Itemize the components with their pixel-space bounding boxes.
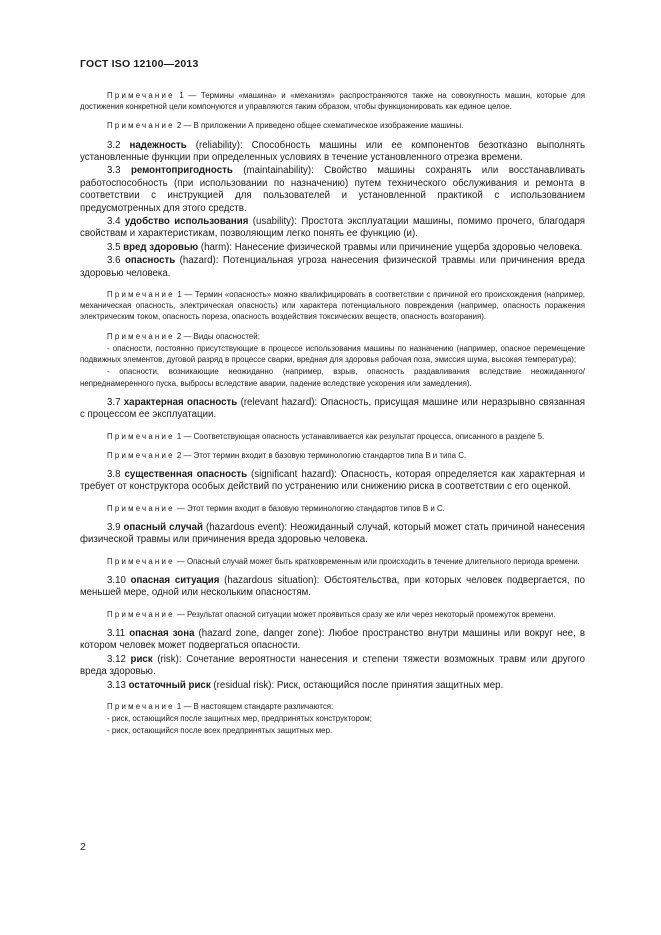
term-text: (harm): Нанесение физической травмы или причинение ущерба здоровью человека. <box>198 241 583 253</box>
page-header-title: ГОСТ ISO 12100—2013 <box>80 58 199 70</box>
note-number: 2 — <box>176 450 192 460</box>
note-paragraph <box>80 450 585 461</box>
term-number: 3.9 <box>107 521 121 533</box>
term-number: 3.4 <box>107 216 121 228</box>
note-label: Примечание <box>107 431 175 441</box>
term-name: остаточный риск <box>128 679 211 691</box>
term-text: (reliability): Способность машины или ее компонентов безотказно выполнять установленные функции при определенных условиях в течение установленного отрезка времени. <box>80 139 585 164</box>
term-definition <box>80 140 585 165</box>
term-number: 3.7 <box>107 396 121 408</box>
note-paragraph <box>80 503 585 514</box>
note-list-item: - риск, остающийся после защитных мер, предпринятых конструктором; <box>107 714 372 724</box>
note-label: Примечание <box>107 121 175 131</box>
term-definition <box>80 216 585 241</box>
note-paragraph <box>80 431 585 442</box>
note-text: Результат опасной ситуации может проявиться сразу же или через некоторый промежуток времени. <box>184 609 556 619</box>
term-number: 3.11 <box>107 627 126 639</box>
note-label: Примечание <box>107 290 175 300</box>
note-text: Термины «машина» и «механизм» распространяются также на совокупность машин, которые для достижения конкретной цели компонуются и управляются таким образом, чтобы функционировать как единое целое. <box>80 91 585 112</box>
note-list-item: - опасности, постоянно присутствующие в процессе использования машины по назначению (например, опасное перемещение подвижных элементов, дуговой разряд в процессе сварки, вредная для здоровья рабочая поза, эмиссия шума, высокая температура); <box>80 343 585 365</box>
note-label: Примечание <box>107 450 175 460</box>
note-label: Примечание <box>107 702 175 711</box>
term-text: (significant hazard): Опасность, которая определяется как характерная и требует от конструктора особых действий по устранению или снижению риска в соответствии с его оценкой. <box>80 468 585 493</box>
note-number: 1 — <box>176 431 192 441</box>
note-paragraph <box>80 331 585 342</box>
term-definition <box>80 242 585 254</box>
term-definition <box>80 255 585 280</box>
note-label: Примечание <box>107 609 175 619</box>
note-paragraph <box>80 609 585 620</box>
term-name: опасность <box>124 255 176 267</box>
note-paragraph <box>80 120 585 131</box>
term-name: надежность <box>129 139 187 151</box>
term-text: (residual risk): Риск, остающийся после принятия защитных мер. <box>210 679 504 691</box>
note-text: Соответствующая опасность устанавливается как результат процесса, описанного в разделе 5. <box>191 431 545 441</box>
term-name: существенная опасность <box>124 468 248 480</box>
note-label: Примечание <box>107 331 175 341</box>
note-number: — <box>176 503 185 513</box>
term-number: 3.5 <box>107 241 121 253</box>
note-paragraph <box>80 289 585 323</box>
note-label: Примечание <box>107 556 175 566</box>
note-list-item: - опасности, возникающие неожиданно (например, взрыв, опасность раздавливания вследствие неожиданного/непреднамеренного пуска, выбросы вследствие аварии, падение вследствие ускорения или замедления). <box>80 367 585 388</box>
term-number: 3.2 <box>107 139 121 151</box>
note-number: 1 — <box>177 290 193 300</box>
term-text: (hazard zone, danger zone): Любое пространство внутри машины или вокруг нее, в котором человек может подвергаться опасности. <box>80 627 585 652</box>
term-definition <box>80 628 585 653</box>
note-text: Виды опасностей: <box>191 331 260 341</box>
note-number: 2 — <box>176 121 192 131</box>
term-definition <box>80 522 585 547</box>
note-text: Термин «опасность» можно квалифицировать в соответствии с причиной его происхождения (например, механическая опасность, электрическая опасность) или характера потенциального повреждения (например, опасность поражения электрическим током, опасность пореза, опасность воздействия токсических веществ, опасность возгорания). <box>80 290 585 322</box>
term-definition <box>80 165 585 215</box>
term-name: характерная опасность <box>123 396 238 408</box>
note-text: В приложении А приведено общее схематическое изображение машины. <box>191 121 464 131</box>
note-list-item: - риск, остающийся после всех предпринятых защитных мер. <box>107 726 333 736</box>
term-definition <box>80 575 585 600</box>
note-number: — <box>176 556 185 566</box>
term-text: (risk): Сочетание вероятности нанесения и степени тяжести возможных травм или другого вреда здоровью. <box>80 653 585 678</box>
term-name: риск <box>130 653 153 665</box>
note-number: 1 — <box>179 91 197 100</box>
note-paragraph <box>80 701 585 712</box>
term-definition <box>80 469 585 494</box>
term-name: удобство использования <box>124 216 249 228</box>
page-number: 2 <box>80 841 86 853</box>
document-body <box>80 90 585 737</box>
term-number: 3.3 <box>107 165 121 177</box>
note-text: Этот термин входит в базовую терминологию стандартов типов B и C. <box>184 503 445 513</box>
term-number: 3.10 <box>107 574 126 586</box>
term-name: вред здоровью <box>123 241 199 253</box>
term-definition <box>80 397 585 422</box>
term-text: (maintainability): Свойство машины сохранять или восстанавливать работоспособность (при использовании по назначению) путем технического обслуживания и ремонта в соответствии с инструкцией для пользователей и установленной практикой с использованием предусмотренных для этого средств. <box>80 165 585 214</box>
note-number: 2 — <box>176 331 192 341</box>
note-text: Опасный случай может быть кратковременным или происходить в течение длительного периода времени. <box>184 556 580 566</box>
term-name: опасный случай <box>123 521 203 533</box>
term-definition <box>80 654 585 679</box>
term-name: ремонтопригодность <box>130 165 233 177</box>
term-definition <box>80 680 585 692</box>
term-text: (hazardous event): Неожиданный случай, который может стать причиной нанесения физической травмы или причинения вреда здоровью человека. <box>80 521 585 546</box>
term-number: 3.8 <box>107 468 121 480</box>
term-name: опасная зона <box>129 627 195 639</box>
note-paragraph <box>80 556 585 567</box>
term-name: опасная ситуация <box>130 574 220 586</box>
term-number: 3.13 <box>107 679 126 691</box>
note-paragraph <box>80 90 585 112</box>
note-label: Примечание <box>107 91 175 100</box>
note-label: Примечание <box>107 503 175 513</box>
note-number: — <box>176 609 185 619</box>
term-text: (relevant hazard): Опасность, присущая машине или неразрывно связанная с процессом ее эксплуатации. <box>80 396 585 421</box>
term-number: 3.6 <box>107 255 121 267</box>
note-number: 1 — <box>176 702 192 711</box>
note-text: В настоящем стандарте различаются: <box>191 702 334 711</box>
term-text: (hazardous situation): Обстоятельства, при которых человек подвергается, по меньшей мере, одной или нескольким опасностям. <box>80 574 585 599</box>
term-text: (hazard): Потенциальная угроза нанесения физической травмы или причинения вреда здоровью человека. <box>80 255 585 279</box>
term-text: (usability): Простота эксплуатации машины, помимо прочего, благодаря свойствам и характеристикам, позволяющим легко понять ее функцию (и). <box>80 216 585 240</box>
note-text: Этот термин входит в базовую терминологию стандартов типа B и типа C. <box>191 450 467 460</box>
term-number: 3.12 <box>107 653 126 665</box>
